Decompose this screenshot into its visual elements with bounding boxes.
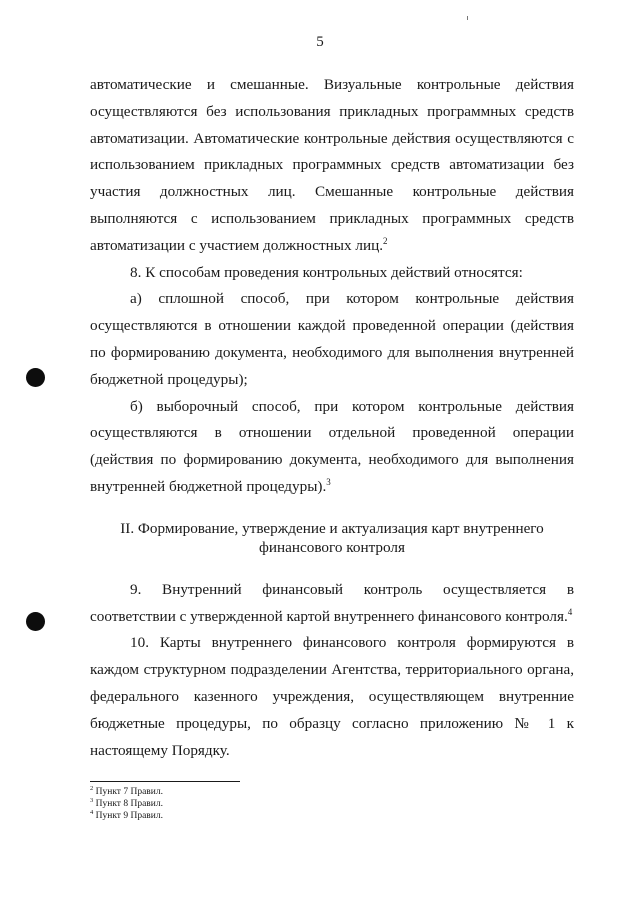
footnote: $^3$ Пункт 8 Правил. [90, 797, 163, 809]
punch-hole-bottom [26, 612, 45, 631]
section-heading: II. Формирование, утверждение и актуализация карт внутреннего финансового контроля [120, 519, 544, 556]
footnote-separator [90, 781, 240, 782]
footnote-ref-2: 2 [383, 235, 388, 246]
footnote-ref-4: 4 [567, 606, 573, 617]
footnote: $^4$ Пункт 9 Правил. [90, 809, 163, 821]
scan-speck [467, 16, 468, 20]
punch-hole-top [26, 368, 45, 387]
paragraph-item-10: 10. Карты внутреннего финансового контроля формируются в каждом структурном подразделении Агентства, территориального органа, федерального казенного учреждения, осуществляющем внутренние бюджетные процедуры, по образцу согласно приложению № 1 к настоящему Порядку. [90, 634, 574, 759]
paragraph-control-types: автоматические и смешанные. Визуальные контрольные действия осуществляются без использования прикладных программных средств автоматизации. Автоматические контрольные действия осуществляются с использованием прикладных программных средств автоматизации без участия должностных лиц. Смешанные контрольные действия выполняются с использованием прикладных программных средств автоматизации с участием должностных лиц.$^2$ [90, 76, 574, 254]
document-body [90, 72, 574, 764]
paragraph-item-8: 8. К способам проведения контрольных действий относятся: [130, 263, 523, 281]
paragraph-item-9: 9. Внутренний финансовый контроль осуществляется в соответствии с утвержденной картой внутреннего финансового контроля.$^4$ [90, 580, 574, 625]
footnote-ref-3: 3 [326, 476, 331, 487]
paragraph-item-8b: б) выборочный способ, при котором контрольные действия осуществляются в отношении отдельной проведенной операции (действия по формированию документа, необходимого для выполнения внутренней бюджетной процедуры).$^3$ [90, 397, 574, 495]
page-number: 5 [316, 34, 324, 50]
footnote: $^2$ Пункт 7 Правил. [90, 785, 163, 797]
paragraph-item-8a: а) сплошной способ, при котором контрольные действия осуществляются в отношении каждой проведенной операции (действия по формированию документа, необходимого для выполнения внутренней бюджетной процедуры); [90, 290, 574, 388]
footnotes [90, 786, 390, 822]
